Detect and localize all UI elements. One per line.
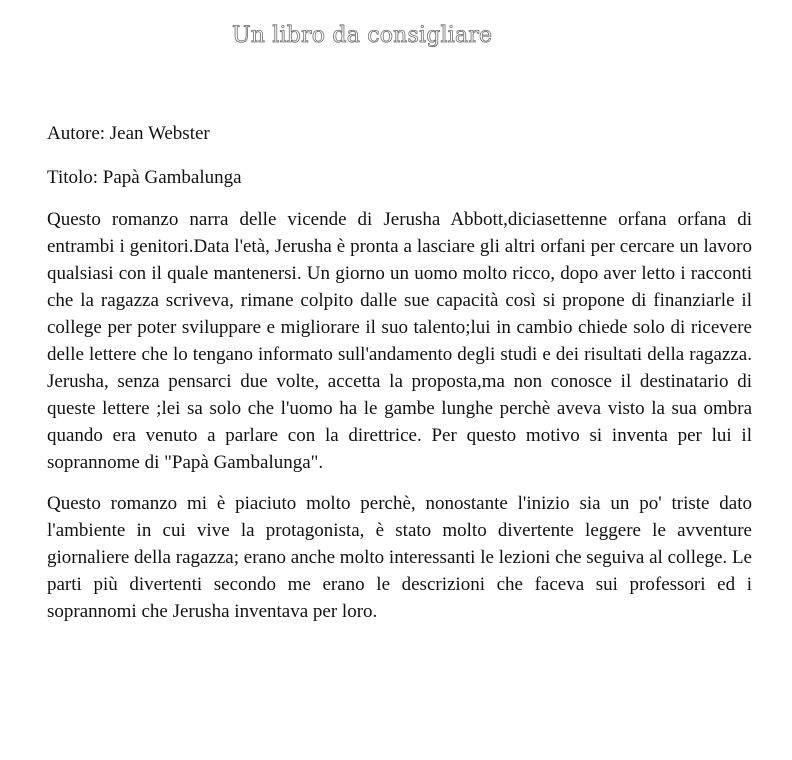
book-title-line: Titolo: Papà Gambalunga xyxy=(47,167,242,188)
opinion-paragraph: Questo romanzo mi è piaciuto molto perchè, nonostante l'inizio sia un po' triste dato l'ambiente in cui vive la protagonista, è stato molto divertente leggere le avventure giornaliere della ragazza; erano anche molto interessanti le lezioni che seguiva al college. Le parti più divertenti secondo me erano le descrizioni che faceva sui professori ed i soprannomi che Jerusha inventava per loro. xyxy=(47,493,752,622)
document-title: Un libro da consigliare xyxy=(232,23,493,48)
document-body xyxy=(47,120,752,625)
summary-paragraph: Questo romanzo narra delle vicende di Jerusha Abbott,diciasettenne orfana orfana di entrambi i genitori.Data l'età, Jerusha è pronta a lasciare gli altri orfani per cercare un lavoro qualsiasi con il quale mantenersi. Un giorno un uomo molto ricco, dopo aver letto i racconti che la ragazza scriveva, rimane colpito dalle sue capacità così si propone di finanziarle il college per poter sviluppare e migliorare il suo talento;lui in cambio chiede solo di ricevere delle lettere che lo tengano informato sull'andamento degli studi e dei risultati della ragazza. Jerusha, senza pensarci due volte, accetta la proposta,ma non conosce il destinatario di queste lettere ;lei sa solo che l'uomo ha le gambe lunghe perchè aveva visto la sua ombra quando era venuto a parlare con la direttrice. Per questo motivo si inventa per lui il soprannome di "Papà Gambalunga". xyxy=(47,209,752,473)
author-line: Autore: Jean Webster xyxy=(47,123,210,144)
